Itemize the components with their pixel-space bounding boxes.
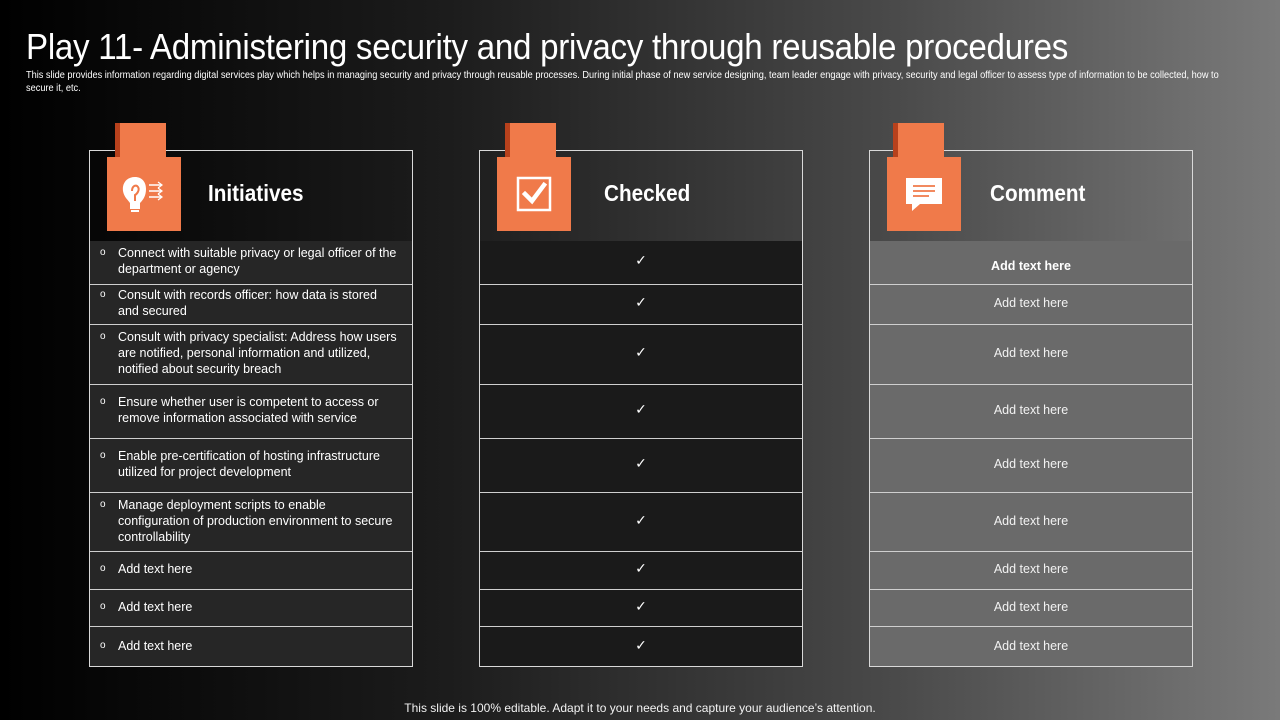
bullet-marker: o <box>100 396 106 407</box>
initiative-text: Add text here <box>118 562 193 576</box>
check-mark: ✓ <box>635 345 647 361</box>
bullet-marker: o <box>100 247 106 258</box>
initiative-text: Consult with records officer: how data is stored and secured <box>118 288 377 318</box>
checked-heading: Checked <box>604 180 691 206</box>
initiative-text: Consult with privacy specialist: Address how users are notified, personal information and utilized, notified about security breach <box>118 330 397 376</box>
initiative-row <box>90 551 412 589</box>
comment-icon <box>903 174 945 214</box>
check-mark: ✓ <box>635 456 647 472</box>
check-mark: ✓ <box>635 638 647 654</box>
comment-text: Add text here <box>993 296 1069 310</box>
comment-text: Add text here <box>993 457 1069 471</box>
check-row <box>480 384 802 438</box>
bullet-marker: o <box>100 601 106 612</box>
check-mark: ✓ <box>635 513 647 529</box>
comment-row <box>870 626 1192 666</box>
check-row <box>480 551 802 589</box>
initiative-row <box>90 384 412 438</box>
comment-row <box>870 384 1192 438</box>
initiative-text: Enable pre-certification of hosting infrastructure utilized for project development <box>118 449 380 479</box>
comment-tab <box>898 123 944 159</box>
comment-text: Add text here <box>993 639 1069 653</box>
comment-row <box>870 551 1192 589</box>
bullet-marker: o <box>100 289 106 300</box>
initiative-row <box>90 589 412 626</box>
initiative-row <box>90 241 412 284</box>
check-mark: ✓ <box>635 402 647 418</box>
initiative-text: Add text here <box>118 639 193 653</box>
initiative-row <box>90 324 412 384</box>
initiatives-tab <box>120 123 166 159</box>
bullet-marker: o <box>100 499 106 510</box>
page-subtitle: This slide provides information regarding digital services play which helps in managing security and privacy through reusable processes. During initial phase of new service designing, team leader engage with privacy, security and legal officer to assess type of information to be collected, how to secure it, etc. <box>26 70 1219 94</box>
initiative-text: Ensure whether user is competent to access or remove information associated with service <box>118 395 379 425</box>
initiative-row <box>90 492 412 551</box>
comment-heading: Comment <box>990 180 1086 206</box>
check-mark: ✓ <box>635 253 647 269</box>
check-mark: ✓ <box>635 295 647 311</box>
comment-row <box>870 324 1192 384</box>
footer-note: This slide is 100% editable. Adapt it to your needs and capture your audience’s attention. <box>404 701 876 715</box>
checked-tab <box>510 123 556 159</box>
initiative-text: Add text here <box>118 600 193 614</box>
initiative-row <box>90 284 412 324</box>
check-row <box>480 438 802 492</box>
comment-row <box>870 438 1192 492</box>
initiative-text: Manage deployment scripts to enable configuration of production environment to secure controllability <box>118 498 393 544</box>
check-mark: ✓ <box>635 561 647 577</box>
bullet-marker: o <box>100 563 106 574</box>
initiative-text: Connect with suitable privacy or legal officer of the department or agency <box>118 246 397 276</box>
check-row <box>480 324 802 384</box>
comment-text: Add text here <box>993 514 1069 528</box>
check-row <box>480 492 802 551</box>
initiatives-heading: Initiatives <box>208 180 304 206</box>
comment-text: Add text here <box>993 346 1069 360</box>
bullet-marker: o <box>100 450 106 461</box>
comment-icon-box <box>887 157 961 231</box>
checkbox-icon <box>514 174 554 214</box>
check-row <box>480 241 802 284</box>
initiative-row <box>90 626 412 666</box>
initiatives-icon-box <box>107 157 181 231</box>
check-row <box>480 626 802 666</box>
check-row <box>480 589 802 626</box>
lightbulb-head-icon <box>121 173 167 215</box>
bullet-marker: o <box>100 640 106 651</box>
comment-text: Add text here <box>991 259 1071 273</box>
comment-row <box>870 284 1192 324</box>
comment-row <box>870 241 1192 284</box>
bullet-marker: o <box>100 331 106 342</box>
check-mark: ✓ <box>635 599 647 615</box>
check-row <box>480 284 802 324</box>
comment-text: Add text here <box>993 600 1069 614</box>
comment-row <box>870 492 1192 551</box>
comment-text: Add text here <box>993 562 1069 576</box>
checked-icon-box <box>497 157 571 231</box>
comment-text: Add text here <box>993 403 1069 417</box>
comment-row <box>870 589 1192 626</box>
page-title: Play 11- Administering security and privacy through reusable procedures <box>26 26 1069 67</box>
initiative-row <box>90 438 412 492</box>
